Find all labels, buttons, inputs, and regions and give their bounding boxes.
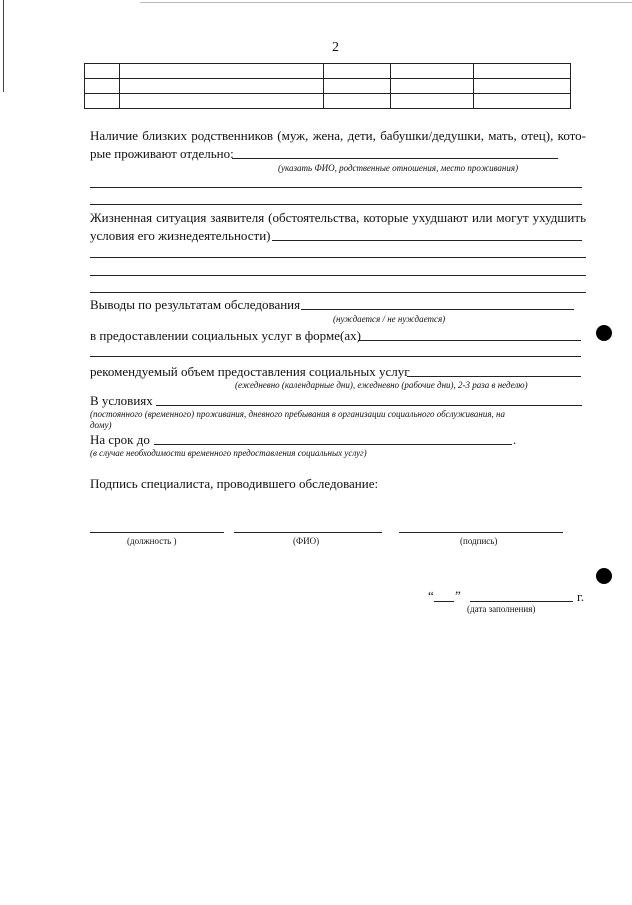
- table-cell: [120, 79, 324, 94]
- services-form-label: в предоставлении социальных услуг в форме(ах): [90, 328, 361, 343]
- conditions-input-line[interactable]: [156, 405, 582, 406]
- date-caption: (дата заполнения): [467, 604, 536, 614]
- conclusions-input-line[interactable]: [301, 309, 574, 310]
- situation-input-line[interactable]: [90, 292, 586, 293]
- scan-edge-top: [140, 2, 632, 3]
- table-cell: [474, 79, 571, 94]
- relatives-text-line1: Наличие близких родственников (муж, жена, дети, бабушки/дедушки, мать, отец), кото-: [90, 128, 586, 143]
- date-month-input-line[interactable]: [470, 601, 573, 602]
- table-cell: [120, 94, 324, 109]
- situation-input-line[interactable]: [90, 275, 586, 276]
- table-row: [85, 64, 571, 79]
- table-cell: [474, 64, 571, 79]
- table-cell: [474, 94, 571, 109]
- signature-input-line[interactable]: [399, 532, 563, 533]
- table-cell: [85, 94, 120, 109]
- name-caption: (ФИО): [293, 536, 320, 546]
- table-cell: [324, 79, 391, 94]
- term-hint: (в случае необходимости временного предоставления социальных услуг): [90, 448, 367, 458]
- date-close-quote: ”: [455, 588, 461, 603]
- relatives-text-line2: рые проживают отдельно:: [90, 146, 234, 161]
- term-input-line[interactable]: [154, 444, 512, 445]
- table-cell: [85, 64, 120, 79]
- conclusions-label: Выводы по результатам обследования: [90, 297, 301, 312]
- conditions-label: В условиях: [90, 393, 153, 408]
- volume-label: рекомендуемый объем предоставления социальных услуг: [90, 364, 410, 379]
- table-cell: [324, 94, 391, 109]
- name-input-line[interactable]: [234, 532, 382, 533]
- conditions-hint-line2: дому): [90, 420, 112, 430]
- relatives-input-line[interactable]: [90, 204, 582, 205]
- continuation-table: [84, 63, 571, 109]
- table-cell: [391, 64, 474, 79]
- relatives-hint: (указать ФИО, родственные отношения, место проживания): [278, 163, 519, 173]
- date-open-quote: “: [428, 588, 434, 603]
- term-label: На срок до: [90, 432, 150, 447]
- binder-hole-mark: [596, 325, 612, 341]
- date-year-suffix: г.: [577, 589, 585, 604]
- situation-input-line[interactable]: [90, 257, 586, 258]
- position-input-line[interactable]: [90, 532, 224, 533]
- table-cell: [85, 79, 120, 94]
- services-form-input-line[interactable]: [358, 340, 581, 341]
- scan-edge-left: [3, 0, 4, 92]
- signature-caption: (подпись): [460, 536, 498, 546]
- relatives-input-line[interactable]: [90, 187, 582, 188]
- page-number: 2: [332, 40, 339, 55]
- position-caption: (должность ): [127, 536, 177, 546]
- table-row: [85, 79, 571, 94]
- table-cell: [324, 64, 391, 79]
- relatives-input-line[interactable]: [232, 158, 558, 159]
- situation-input-line[interactable]: [272, 240, 582, 241]
- volume-input-line[interactable]: [407, 376, 581, 377]
- table-cell: [120, 64, 324, 79]
- services-form-input-line[interactable]: [90, 356, 581, 357]
- signature-title: Подпись специалиста, проводившего обследование:: [90, 476, 379, 491]
- volume-hint: (ежедневно (календарные дни), ежедневно (рабочие дни), 2-3 раза в неделю): [235, 380, 528, 390]
- table-row: [85, 94, 571, 109]
- conditions-hint-line1: (постоянного (временного) проживания, дневного пребывания в организации социального обслуживания, на: [90, 409, 505, 419]
- situation-text-line2: условия его жизнедеятельности): [90, 228, 271, 243]
- term-end-period: .: [513, 432, 517, 447]
- table-cell: [391, 79, 474, 94]
- binder-hole-mark: [596, 568, 612, 584]
- table-cell: [391, 94, 474, 109]
- date-day-input-line[interactable]: [434, 601, 454, 602]
- conclusions-hint: (нуждается / не нуждается): [333, 314, 446, 324]
- situation-text-line1: Жизненная ситуация заявителя (обстоятельства, которые ухудшают или могут ухудшить: [90, 210, 586, 225]
